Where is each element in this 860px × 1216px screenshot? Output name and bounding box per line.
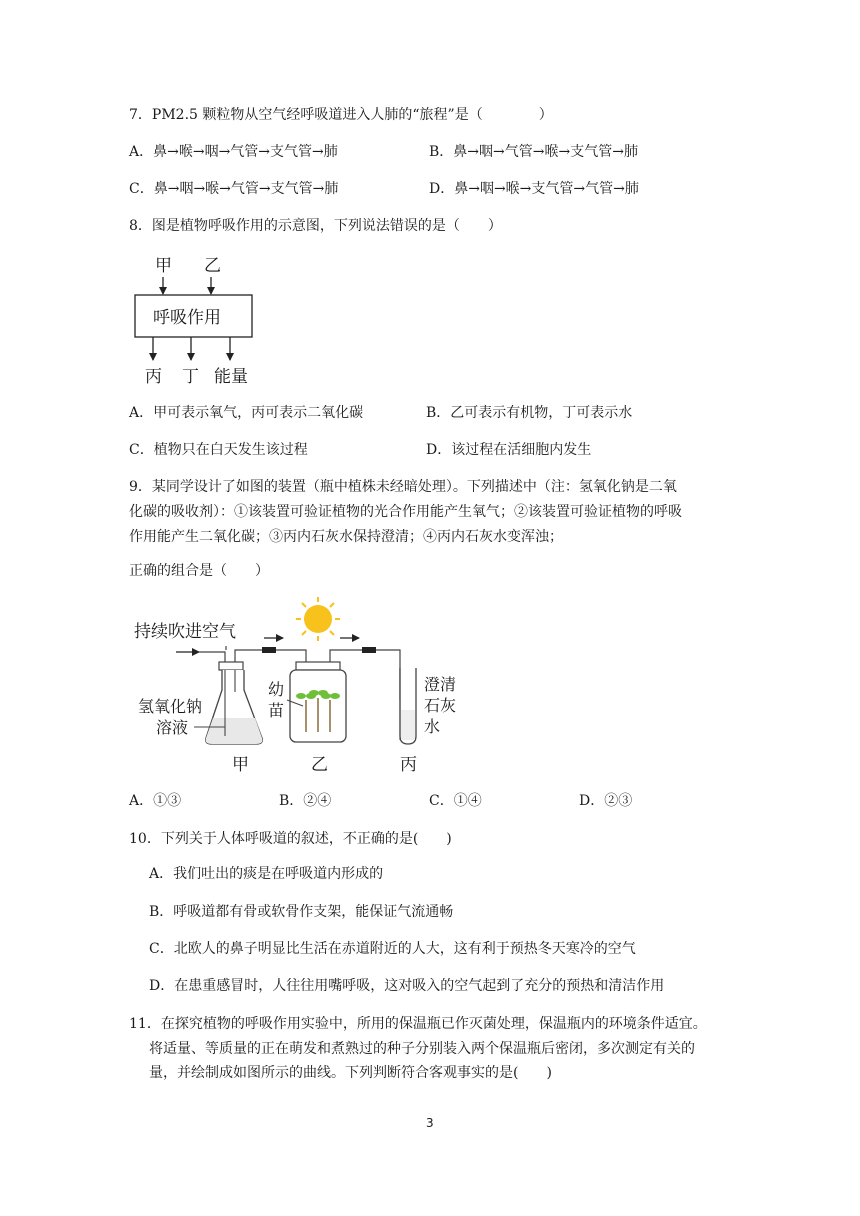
q9-seedling-label-2: 苗 — [268, 701, 285, 720]
q9-air-label: 持续吹进空气 — [134, 622, 236, 642]
q10-option-b: B．呼吸道都有骨或软骨作支架，能保证气流通畅 — [149, 904, 454, 920]
q9-prompt: 正确的组合是（ ） — [129, 563, 269, 579]
q9-option-b: B．②④ — [279, 793, 332, 809]
q8-output-2-label: 丁 — [182, 367, 199, 387]
q9-stem-line-2: 化碳的吸收剂）：①该装置可验证植物的光合作用能产生氧气；②该装置可验证植物的呼吸 — [129, 504, 682, 520]
q8-option-b: B．乙可表示有机物，丁可表示水 — [426, 405, 633, 421]
q10-option-c: C．北欧人的鼻子明显比生活在赤道附近的人大，这有利于预热冬天寒冷的空气 — [149, 941, 636, 957]
q9-tube-label: 丙 — [400, 755, 417, 775]
q7-stem: 7．PM2.5 颗粒物从空气经呼吸道进入人肺的“旅程”是（ ） — [129, 107, 553, 123]
q10-option-d: D．在患重感冒时，人往往用嘴呼吸，这对吸入的空气起到了充分的预热和清洁作用 — [149, 978, 665, 994]
q7-option-d: D．鼻→咽→喉→支气管→气管→肺 — [429, 181, 639, 197]
q9-stem-line-3: 作用能产生二氧化碳；③丙内石灰水保持澄清；④丙内石灰水变浑浊； — [129, 529, 563, 545]
q11-stem-line-3: 量，并绘制成如图所示的曲线。下列判断符合客观事实的是( ) — [149, 1065, 552, 1081]
q9-seedling-label-1: 幼 — [268, 680, 285, 699]
q9-jar-label: 乙 — [311, 755, 328, 775]
q11-stem-line-1: 11．在探究植物的呼吸作用实验中，所用的保温瓶已作灭菌处理，保温瓶内的环境条件适宜。 — [129, 1016, 707, 1032]
sun-icon — [296, 597, 340, 641]
q10-stem: 10．下列关于人体呼吸道的叙述，不正确的是( ) — [129, 831, 452, 847]
q9-apparatus-figure — [134, 597, 456, 775]
q9-option-c: C．①④ — [429, 793, 482, 809]
q9-flask-stopper — [219, 662, 243, 670]
q8-process-label: 呼吸作用 — [153, 308, 221, 328]
q8-option-c: C．植物只在白天发生该过程 — [129, 442, 308, 458]
q8-stem: 8．图是植物呼吸作用的示意图，下列说法错误的是（ ） — [129, 218, 502, 234]
q9-flask-label: 甲 — [232, 755, 249, 775]
q8-respiration-diagram — [135, 256, 252, 387]
q8-output-3-label: 能量 — [214, 367, 248, 387]
q7-option-c: C．鼻→咽→喉→气管→支气管→肺 — [129, 181, 339, 197]
q9-naoh-label-1: 氢氧化钠 — [138, 697, 203, 716]
q9-clip-2 — [362, 647, 376, 653]
q8-input-1-label: 甲 — [155, 256, 172, 276]
q7-option-b: B．鼻→咽→气管→喉→支气管→肺 — [429, 144, 638, 160]
page-number: 3 — [426, 1116, 434, 1130]
q9-naoh-label-2: 溶液 — [156, 718, 189, 737]
q9-stem-line-1: 9．某同学设计了如图的装置（瓶中植株未经暗处理）。下列描述中（注：氢氧化钠是二氧 — [129, 479, 677, 495]
q9-clip-1 — [262, 647, 276, 653]
q9-naoh-solution — [206, 718, 263, 744]
q8-option-d: D．该过程在活细胞内发生 — [426, 442, 592, 458]
q9-jar-lid — [296, 662, 340, 670]
q10-option-a: A．我们吐出的痰是在呼吸道内形成的 — [149, 866, 384, 882]
q9-limewater-label-1: 澄清 — [424, 675, 457, 694]
q7-option-a: A．鼻→喉→咽→气管→支气管→肺 — [129, 144, 338, 160]
q9-limewater-label-2: 石灰 — [424, 696, 457, 715]
q9-limewater-label-3: 水 — [424, 717, 441, 736]
q9-option-a: A．①③ — [129, 793, 182, 809]
q9-option-d: D．②③ — [579, 793, 633, 809]
q9-limewater — [401, 710, 415, 740]
q8-option-a: A．甲可表示氧气，丙可表示二氧化碳 — [129, 405, 364, 421]
q11-stem-line-2: 将适量、等质量的正在萌发和煮熟过的种子分别装入两个保温瓶后密闭，多次测定有关的 — [149, 1041, 695, 1057]
q8-output-1-label: 丙 — [145, 367, 162, 387]
q8-input-2-label: 乙 — [204, 256, 221, 276]
